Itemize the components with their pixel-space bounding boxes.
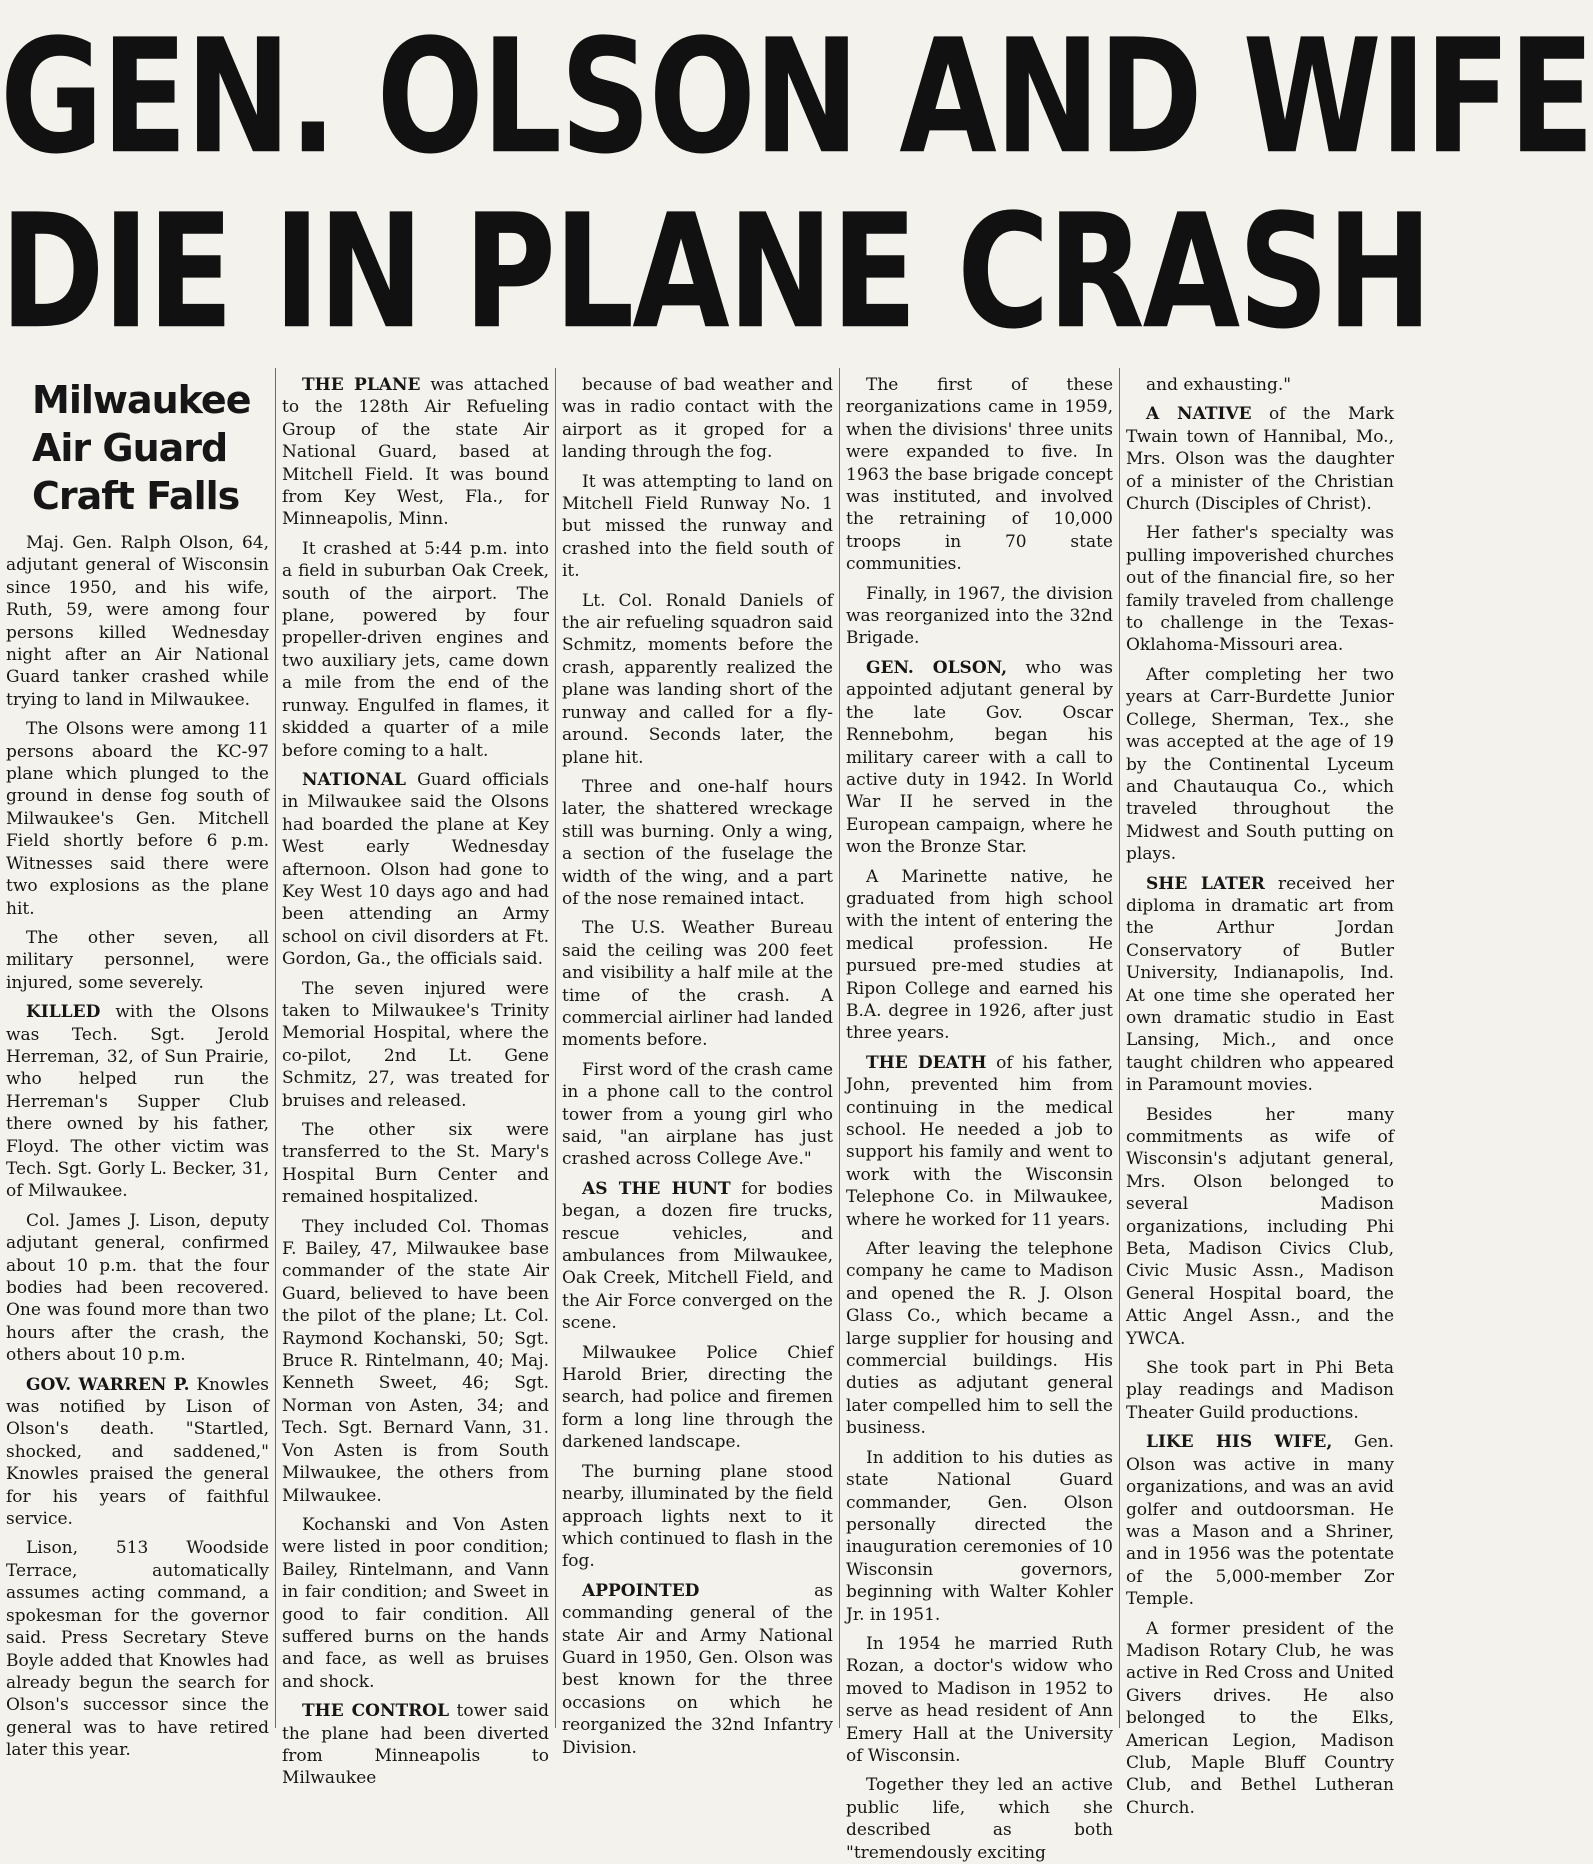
paragraph-text: They included Col. Thomas F. Bailey, 47, Milwaukee base commander of the state Air Guard, believed to have been the pilot of the plane; Lt. Col. Raymond Kochanski, 50; Sgt. Bruce R. Rintelmann, 40; Maj. Kenneth Sweet, 46; Sgt. Norman von Asten, 34; and Tech. Sgt. Bernard Vann, 31. Von Asten is from South Milwaukee, the others from Milwaukee. [282, 1216, 549, 1506]
paragraph-text: The other six were transferred to the St. Mary's Hospital Burn Center and remained hospitalized. [282, 1120, 549, 1208]
paragraph-text: of his father, John, prevented him from continuing in the medical school. He needed a job to support his family and went to work with the Wisconsin Telephone Co. in Milwaukee, where he worked for 11 years. [846, 1052, 1113, 1230]
article-paragraph [846, 1238, 1113, 1440]
paragraph-text: A Marinette native, he graduated from high school with the intent of entering the medical profession. He pursued pre-med studies at Ripon College and earned his B.A. degree in 1926, after just three years. [846, 866, 1113, 1044]
paragraph-lead: LIKE HIS WIFE, [1146, 1432, 1333, 1453]
paragraph-text: A former president of the Madison Rotary Club, he was active in Red Cross and United Givers drives. He also belonged to the Elks, American Legion, Madison Club, Maple Bluff Country Club, and Bethel Lutheran Church. [1126, 1618, 1395, 1818]
paragraph-text: After leaving the telephone company he came to Madison and opened the R. J. Olson Glass Co., which became a large supplier for housing and commercial buildings. His duties as adjutant general later compelled him to sell the business. [846, 1239, 1113, 1439]
column-3 [556, 368, 840, 1758]
paragraph-text: In addition to his duties as state National Guard commander, Gen. Olson personally directed the inauguration ceremonies of 10 Wisconsin governors, beginning with Walter Kohler Jr. in 1951. [846, 1447, 1113, 1625]
paragraph-lead: THE DEATH [866, 1052, 987, 1073]
article-paragraph [562, 917, 833, 1051]
headline-line-1: GEN. OLSON AND WIFE [0, 5, 1593, 189]
paragraph-text: Kochanski and Von Asten were listed in poor condition; Bailey, Rintelmann, and Vann in fair condition; and Sweet in good to fair condition. All suffered burns on the hands and face, as well as bruises and shock. [282, 1514, 549, 1692]
paragraph-lead: THE CONTROL [302, 1701, 450, 1722]
article-paragraph [846, 657, 1113, 859]
article-paragraph [846, 1774, 1113, 1864]
article-paragraph [846, 866, 1113, 1045]
paragraph-text: It was attempting to land on Mitchell Field Runway No. 1 but missed the runway and crashed into the field south of it. [562, 471, 833, 582]
paragraph-text: After completing her two years at Carr-Burdette Junior College, Sherman, Tex., she was accepted at the age of 19 by the Continental Lyceum and Chautauqua Co., which traveled throughout the Midwest and South putting on plays. [1126, 664, 1394, 865]
paragraph-text: The first of these reorganizations came in 1959, when the divisions' three units were expanded to five. In 1963 the base brigade concept was instituted, and involved the retraining of 10,000 troops in 70 state communities. [846, 375, 1113, 575]
paragraph-text: Together they led an active public life, which she described as both "tremendously exciting [846, 1775, 1113, 1863]
article-paragraph [282, 374, 549, 531]
article-paragraph [1126, 1431, 1394, 1610]
paragraph-text: It crashed at 5:44 p.m. into a field in suburban Oak Creek, south of the airport. The plane, powered by four propeller-driven engines and two auxiliary jets, came down a mile from the end of the runway. Engulfed in flames, it skidded a quarter of a mile before coming to a halt. [282, 538, 549, 761]
paragraph-lead: THE PLANE [302, 375, 421, 395]
paragraph-text: was attached to the 128th Air Refueling Group of the state Air National Guard, based at Mitchell Field. It was bound from Key West, Fla., for Minneapolis, Minn. [282, 375, 549, 530]
article-paragraph [562, 1461, 833, 1573]
article-paragraph [562, 776, 833, 910]
article-paragraph [1126, 522, 1394, 656]
paragraph-lead: A NATIVE [1146, 404, 1252, 425]
column-4 [840, 368, 1120, 1863]
paragraph-text: Lt. Col. Ronald Daniels of the air refueling squadron said Schmitz, moments before the crash, apparently realized the plane was landing short of the runway and called for a fly-around. Seconds later, the plane hit. [562, 590, 833, 768]
column-4-body [846, 374, 1113, 1864]
article-paragraph [6, 1374, 269, 1531]
paragraph-lead: AS THE HUNT [582, 1178, 731, 1199]
article-paragraph [846, 583, 1113, 650]
article-paragraph [6, 1537, 269, 1761]
column-1-body [6, 532, 269, 1762]
article-paragraph [1126, 1618, 1394, 1820]
paragraph-lead: GEN. OLSON, [866, 657, 1008, 678]
article-paragraph [562, 1342, 833, 1454]
column-5-body [1126, 374, 1394, 1819]
paragraph-text: who was appointed adjutant general by the late Gov. Oscar Rennebohm, began his military career with a call to active duty in 1942. In World War II he served in the European campaign, where he won the Bronze Star. [846, 657, 1114, 858]
article-paragraph [562, 1059, 833, 1171]
article-paragraph [562, 590, 833, 769]
paragraph-text: for bodies began, a dozen fire trucks, rescue vehicles, and ambulances from Milwaukee, Oak Creek, Mitchell Field, and the Air Force converged on the scene. [562, 1178, 833, 1334]
paragraph-text: First word of the crash came in a phone call to the control tower from a young girl who said, "an airplane has just crashed across College Ave." [562, 1059, 833, 1170]
subheadline-line-3: Craft Falls [32, 474, 240, 518]
article-paragraph [1126, 1104, 1394, 1350]
column-1 [0, 368, 276, 1761]
paragraph-text: Maj. Gen. Ralph Olson, 64, adjutant general of Wisconsin since 1950, and his wife, Ruth, 59, were among four persons killed Wednesday night after an Air National Guard tanker crashed while trying to land in Milwaukee. [6, 533, 269, 710]
article-paragraph [562, 1178, 833, 1335]
paragraph-text: In 1954 he married Ruth Rozan, a doctor's widow who moved to Madison in 1952 to serve as head resident of Ann Emery Hall at the University of Wisconsin. [846, 1633, 1113, 1766]
article-paragraph [6, 927, 269, 994]
article-paragraph [6, 1210, 269, 1367]
paragraph-text: Milwaukee Police Chief Harold Brier, directing the search, had police and firemen form a long line through the darkened landscape. [562, 1342, 833, 1453]
article-paragraph [846, 1052, 1113, 1231]
paragraph-text: Guard officials in Milwaukee said the Olsons had boarded the plane at Key West early Wednesday afternoon. Olson had gone to Key West 10 days ago and had been attending an Army school on civil disorders at Ft. Gordon, Ga., the officials said. [282, 769, 549, 970]
headline-line-2: DIE IN PLANE CRASH [0, 180, 1431, 364]
article-paragraph [562, 374, 833, 464]
article-paragraph [1126, 664, 1394, 866]
paragraph-text: The U.S. Weather Bureau said the ceiling was 200 feet and visibility a half mile at the time of the crash. A commercial airliner had landed moments before. [562, 918, 833, 1051]
paragraph-text: of the Mark Twain town of Hannibal, Mo., Mrs. Olson was the daughter of a minister of the Christian Church (Disciples of Christ). [1126, 404, 1394, 515]
article-paragraph [282, 1514, 549, 1693]
subheadline [32, 376, 269, 520]
article-paragraph [282, 1700, 549, 1790]
article-paragraph [6, 532, 269, 711]
article-paragraph [282, 1119, 549, 1209]
paragraph-lead: NATIONAL [302, 769, 406, 790]
article-paragraph [1126, 873, 1394, 1097]
subheadline-line-2: Air Guard [32, 426, 228, 470]
article-paragraph [282, 1216, 549, 1507]
article-paragraph [846, 1447, 1113, 1626]
column-3-body [562, 374, 833, 1759]
article-columns [0, 368, 1400, 1863]
article-paragraph [1126, 1357, 1394, 1424]
paragraph-text: Her father's specialty was pulling impoverished churches out of the financial fire, so her family traveled from challenge to challenge in the Texas-Oklahoma-Missouri area. [1126, 523, 1394, 656]
paragraph-text: received her diploma in dramatic art from the Arthur Jordan Conservatory of Butler University, Indianapolis, Ind. At one time she operated her own dramatic studio in East Lansing, Mich., and once taught children who appeared in Paramount movies. [1126, 873, 1394, 1096]
paragraph-text: as commanding general of the state Air and Army National Guard in 1950, Gen. Olson was best known for the three occasions on which he reorganized the 32nd Infantry Division. [562, 1580, 833, 1758]
article-paragraph [1126, 374, 1394, 396]
article-paragraph [846, 1633, 1113, 1767]
paragraph-text: Gen. Olson was active in many organizations, and was an avid golfer and outdoorsman. He was a Mason and a Shriner, and in 1956 was the potentate of the 5,000-member Zor Temple. [1126, 1432, 1394, 1610]
subheadline-line-1: Milwaukee [32, 378, 251, 422]
paragraph-text: The seven injured were taken to Milwaukee's Trinity Memorial Hospital, where the co-pilot, 2nd Lt. Gene Schmitz, 27, was treated for bruises and released. [282, 978, 549, 1111]
paragraph-text: and exhausting." [1146, 375, 1292, 395]
paragraph-text: tower said the plane had been diverted from Minneapolis to Milwaukee [282, 1701, 549, 1789]
paragraph-text: Lison, 513 Woodside Terrace, automatically assumes acting command, a spokesman for the governor said. Press Secretary Steve Boyle added that Knowles had already begun the search for Olson's successor since the general was to have retired later this year. [6, 1538, 269, 1761]
paragraph-lead: KILLED [26, 1002, 101, 1023]
column-5 [1120, 368, 1400, 1818]
article-paragraph [1126, 403, 1394, 515]
paragraph-text: Col. James J. Lison, deputy adjutant general, confirmed about 10 p.m. that the four bodies had been recovered. One was found more than two hours after the crash, the others about 10 p.m. [6, 1210, 269, 1366]
article-paragraph [6, 718, 269, 920]
paragraph-text: The burning plane stood nearby, illuminated by the field approach lights next to it which continued to flash in the fog. [562, 1461, 833, 1572]
paragraph-lead: SHE LATER [1146, 873, 1265, 894]
article-paragraph [6, 1001, 269, 1203]
article-paragraph [562, 471, 833, 583]
paragraph-text: The other seven, all military personnel, were injured, some severely. [6, 927, 269, 993]
article-paragraph [562, 1580, 833, 1759]
paragraph-text: Three and one-half hours later, the shattered wreckage still was burning. Only a wing, a section of the fuselage the width of the wing, and a part of the nose remained intact. [562, 776, 833, 909]
article-paragraph [282, 769, 549, 971]
paragraph-text: with the Olsons was Tech. Sgt. Jerold Herreman, 32, of Sun Prairie, who helped run the Herreman's Supper Club there owned by his father, Floyd. The other victim was Tech. Sgt. Gorly L. Becker, 31, of Milwaukee. [6, 1002, 269, 1202]
article-paragraph [846, 374, 1113, 576]
paragraph-text: Knowles was notified by Lison of Olson's death. "Startled, shocked, and saddened," Knowles praised the general for his years of faithful service. [6, 1374, 270, 1530]
paragraph-text: She took part in Phi Beta play readings and Madison Theater Guild productions. [1126, 1358, 1394, 1423]
paragraph-lead: APPOINTED [582, 1580, 700, 1601]
paragraph-text: because of bad weather and was in radio contact with the airport as it groped for a landing through the fog. [562, 375, 833, 463]
article-paragraph [282, 538, 549, 762]
paragraph-lead: GOV. WARREN P. [26, 1374, 190, 1395]
paragraph-text: The Olsons were among 11 persons aboard the KC-97 plane which plunged to the ground in dense fog south of Milwaukee's Gen. Mitchell Field shortly before 6 p.m. Witnesses said there were two explosions as the plane hit. [6, 719, 269, 919]
paragraph-text: Finally, in 1967, the division was reorganized into the 32nd Brigade. [846, 583, 1113, 649]
paragraph-text: Besides her many commitments as wife of Wisconsin's adjutant general, Mrs. Olson belonged to several Madison organizations, including Phi Beta, Madison Civics Club, Civic Music Assn., Madison General Hospital board, the Attic Angel Assn., and the YWCA. [1126, 1104, 1394, 1349]
column-2-body [282, 374, 549, 1790]
column-2 [276, 368, 556, 1789]
article-paragraph [282, 978, 549, 1112]
